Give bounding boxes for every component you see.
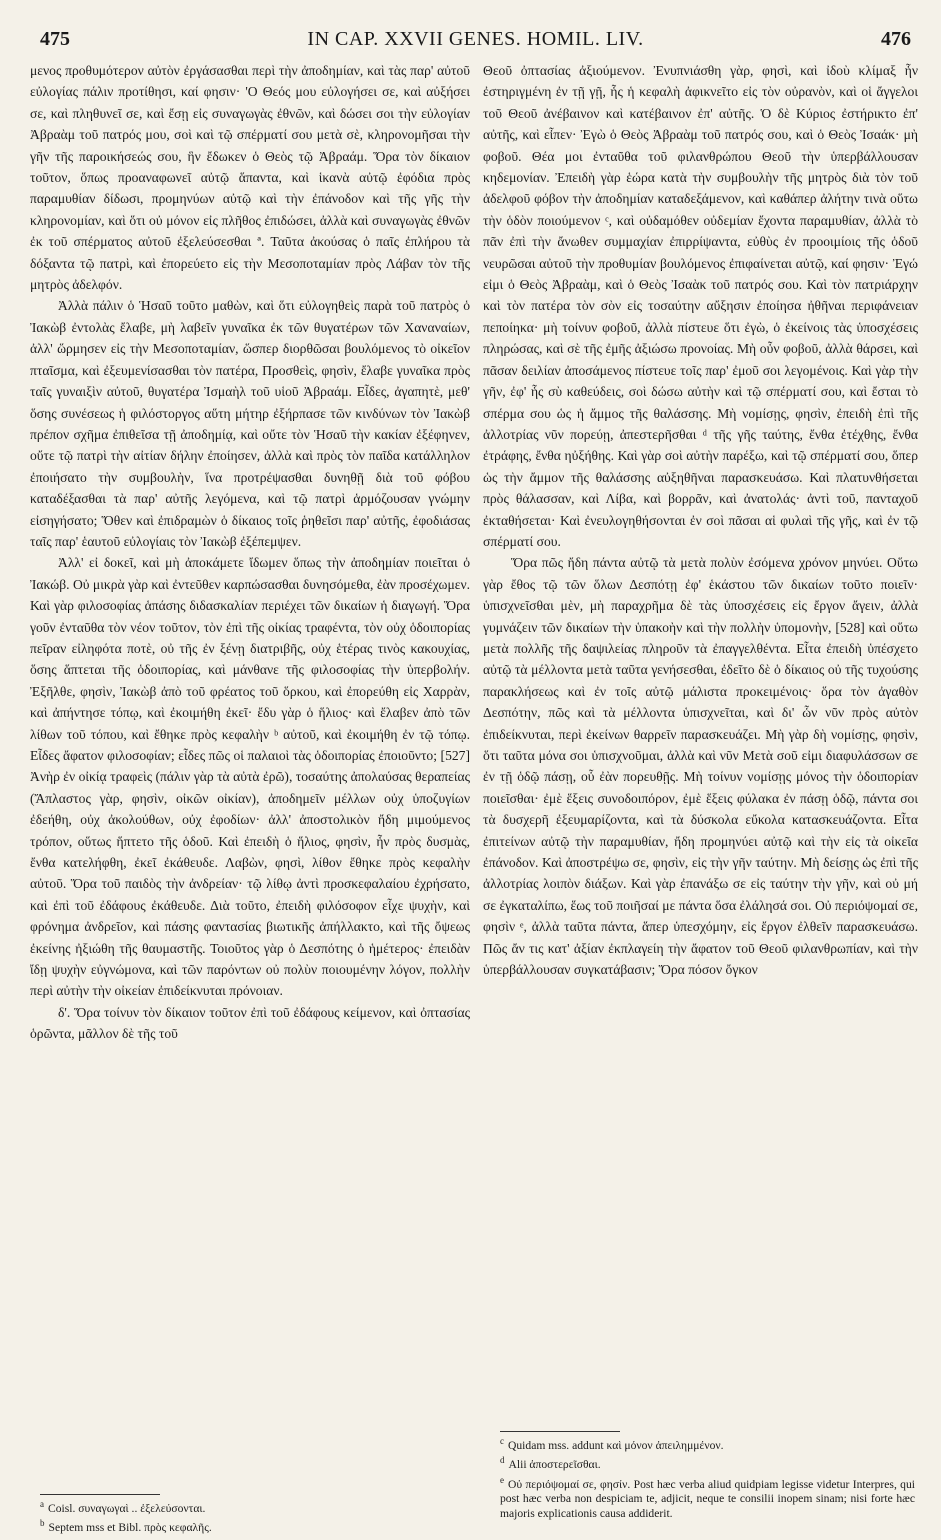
footnote-text: Septem mss et Bibl. πρὸς κεφαλῆς. xyxy=(48,1521,212,1535)
left-paragraph-4: δ'. Ὅρα τοίνυν τὸν δίκαιον τοῦτον ἐπὶ τοῦ ἐδάφους κείμενον, καὶ ὀπτασίας ὁρῶντα, μᾶλλον δὲ τῆς τοῦ xyxy=(30,1004,470,1042)
running-title: IN CAP. XXVII GENES. HOMIL. LIV. xyxy=(307,28,644,50)
footnotes-left xyxy=(40,1497,460,1536)
footnote-text: Coisl. συναγωγαὶ .. ἐξελεύσονται. xyxy=(48,1501,206,1515)
footnote-b xyxy=(40,1516,460,1535)
right-paragraph-2: Ὅρα πῶς ἤδη πάντα αὐτῷ τὰ μετὰ πολὺν ἐσόμενα χρόνον μηνύει. Οὕτω γὰρ ἔθος τῷ τῶν ὅλων Δεσπότῃ ἐφ' ἑκάστου τῶν δικαίων τοῦτο ποιεῖν· ὑπισχνεῖσθαι μὲν, μὴ παραχρῆμα δὲ τὰς ὑποσχέσεις εἰς ἔργον ἄγειν, ἀλλὰ γυμνάζειν τῶν δικαίων τὴν ὑπακοὴν καὶ τὴν πολλὴν ὑπομονὴν, [528] καὶ οὕτω μετὰ πολλῆς τῆς δαψιλείας πληροῦν τὰ ἐπαγγελθέντα. Εἶτα ἐπειδὴ ὑπέσχετο αὐτῷ τὰ μέλλοντα μετὰ ταῦτα γενήσεσθαι, ἐδεῖτο δὲ ὁ δίκαιος οὐ τῆς τυχούσης παρακλήσεως καὶ ἐν τοῖς αὐτῷ μάλιστα προκειμένοις· ὅρα τὸν ἀγαθὸν Δεσπότην, πῶς καὶ τὰ μέλλοντα ὑπισχνεῖται, καὶ δι' ὧν νῦν πρὸς αὐτὸν ἐπιδείκνυται, περὶ ἐκείνων θαρρεῖν παρασκευάζει. Μὴ γὰρ δὴ νομίσῃς, φησὶν, ὅτι ταῦτα μόνα σοι ὑπισχνοῦμαι, ἀλλὰ καὶ νῦν Μετὰ σοῦ εἰμι διαφυλάσσων σε ἐν τῇ ὁδῷ πάσῃ, οὗ ἐὰν πορευθῇς. Μὴ τοίνυν νομίσῃς μόνος τὴν ὁδοιπορίαν ποιεῖσθαι· ἐμὲ ἕξεις συνοδοιπόρον, ἐμὲ ἕξεις φύλακα ἐν πάσῃ ὁδῷ, πάντα σοι τὰ δυσχερῆ ἐξευμαρίζοντα, καὶ τὰ δύσκολα εὔκολα κατασκευάζοντα. Εἶτα ἐπιτείνων αὐτῷ τὴν παραμυθίαν, ἤδη προμηνύει αὐτῷ καὶ τὴν εἰς τὰ οἰκεῖα ἐπάνοδον. Καὶ ἀποστρέψω σε, φησὶν, εἰς τὴν γῆν ταύτην. Μὴ δείσῃς ὡς ἐπὶ τῆς ἀλλοτρίας λοιπὸν διάξων. Καὶ γὰρ ἐπανάξω σε εἰς ταύτην τὴν γῆν, καὶ οὐ μή σε ἐγκαταλίπω, ἕως τοῦ ποιῆσαί με πάντα ὅσα ἐλάλησά σοι. Οὐ περιόψομαί σε, φησὶν ᵉ, ἀλλὰ ταῦτα πάντα, ἅπερ ὑπεσχόμην, εἰς ἔργον ἐλθεῖν παρασκευάσω. Πῶς ἄν τις κατ' ἀξίαν ἐκπλαγείη τὴν ἄφατον τοῦ Θεοῦ φιλανθρωπίαν, καὶ τὴν ὑπερβάλλουσαν συγκατάβασιν; Ὅρα πόσον ὄγκον xyxy=(483,555,918,978)
footnote-mark: d xyxy=(500,1455,505,1466)
footnote-text: Quidam mss. addunt καὶ μόνον ἀπειλημμένον. xyxy=(508,1438,724,1452)
footnote-mark: c xyxy=(500,1436,504,1446)
left-paragraph-1: μενος προθυμότερον αὐτὸν ἐργάσασθαι περὶ τὴν ἀποδημίαν, καὶ τὰς παρ' αὐτοῦ εὐλογίας πάλιν προτίθησι, καί φησιν· 'Ο Θεός μου εὐλογήσει σε, καὶ αὐξήσει σε, καὶ πληθυνεῖ σε, καὶ ἔσῃ εἰς συναγωγὰς ἐθνῶν, καὶ δώσει σοι τὴν εὐλογίαν Ἀβραὰμ τοῦ πατρός μου, σοὶ καὶ τῷ σπέρματί σου μετὰ σὲ, κληρονομῆσαι τὴν γῆν τῆς παροικήσεώς σου, ἣν ἔδωκεν ὁ Θεὸς τῷ Ἀβραάμ. Ὅρα τὸν δίκαιον τοῦτον, ὅπως προαναφωνεῖ αὐτῷ ἅπαντα, καὶ ἱκανὰ αὐτῷ ἐφόδια πρὸς παραμυθίαν δίδωσι, προμηνύων αὐτῷ καὶ τὴν ἐπάνοδον καὶ τῆς γῆς τὴν κληρονομίαν, καὶ ὅτι οὐ μόνον εἰς πλῆθος ἐπιδώσει, ἀλλὰ καὶ συναγωγὰς ἐθνῶν ἐκ τοῦ σπέρματος αὐτοῦ ἐξελεύσεσθαι ª. Ταῦτα ἀκούσας ὁ παῖς ἐπλήρου τὰ δόξαντα τῷ πατρὶ, καὶ ἐπορεύετο εἰς τὴν Μεσοποταμίαν πρὸς Λάβαν τὸν τῆς μητρὸς ἀδελφόν. xyxy=(30,63,470,293)
footnote-a xyxy=(40,1497,460,1516)
left-column xyxy=(30,60,470,1045)
footnotes-right xyxy=(500,1434,915,1521)
footnote-e xyxy=(500,1473,915,1521)
footnote-c xyxy=(500,1434,915,1453)
footnote-text: Alii ἀποστερεῖσθαι. xyxy=(508,1458,601,1472)
page-number-right: 476 xyxy=(881,28,911,50)
footnote-mark: b xyxy=(40,1518,45,1529)
footnote-d xyxy=(500,1453,915,1472)
footnote-rule-right xyxy=(500,1431,620,1432)
running-head xyxy=(40,28,911,54)
left-paragraph-2: Ἀλλὰ πάλιν ὁ Ἡσαῦ τοῦτο μαθὼν, καὶ ὅτι εὐλογηθεὶς παρὰ τοῦ πατρὸς ὁ Ἰακὼβ ἐντολὰς ἔλαβε, μὴ λαβεῖν γυναῖκα ἐκ τῶν θυγατέρων τῶν Χαναναίων, ἀλλ' ὥρμησεν εἰς τὴν Μεσοποταμίαν, ὥσπερ διορθῶσαι βουλόμενος τὸ οἰκεῖον πταῖσμα, καὶ ἐξευμενίσασθαι τὸν πατέρα, Προσθεὶς, φησὶν, ἔλαβε γυναῖκα πρὸς ταῖς γυναιξὶν αὐτοῦ, θυγατέρα Ἰσμαὴλ τοῦ υἱοῦ Ἀβραάμ. Εἶδες, ἀγαπητὲ, μεθ' ὅσης συνέσεως ἡ φιλόστοργος αὕτη μήτηρ ἐξήρπασε τῶν κινδύνων τὸν Ἰακὼβ πρέπον σχῆμα ἐπιθεῖσα τῇ ἀποδημίᾳ, καὶ οὔτε τὸν Ἡσαῦ τὴν κακίαν ἐξέφηνεν, οὔτε τῷ πατρὶ τὴν αἰτίαν δήλην ἐποίησεν, ἀλλὰ καὶ πρὸς τὸν παῖδα κατάλληλον ἐποιήσατο τὴν συμβουλὴν, ἵνα προτρέψασθαι δυνηθῇ διὰ τοῦ φόβου καταδέξασθαι τὰ παρ' αὐτῆς λεγόμενα, καὶ τῷ πατρὶ ἁρμόζουσαν γνώμην εἰσηγήσατο; Ὅθεν καὶ ἐπιδραμὼν ὁ δίκαιος τοῖς ῥηθεῖσι παρ' αὐτῆς, ἐφοδιάσας ταῖς παρ' ἑαυτοῦ εὐλογίαις τὸν Ἰακὼβ ἐξέπεμψεν. xyxy=(30,298,470,549)
footnote-mark: a xyxy=(40,1499,44,1509)
left-paragraph-3: Ἀλλ' εἰ δοκεῖ, καὶ μὴ ἀποκάμετε ἴδωμεν ὅπως τὴν ἀποδημίαν ποιεῖται ὁ Ἰακώβ. Οὐ μικρὰ γὰρ καὶ ἐντεῦθεν καρπώσασθαι δυνησόμεθα, ἐὰν προσέχωμεν. Καὶ γὰρ φιλοσοφίας ἁπάσης διδασκαλίαν περιέχει τῶν δικαίων ἡ διαγωγή. Ὅρα γοῦν ἐνταῦθα τὸν νέον τοῦτον, τὸν ἐπὶ τῆς οἰκίας τραφέντα, τὸν οὐχ ὁδοιπορίας πεῖραν εἰληφότα ποτὲ, οὐ τῆς ἐν ξένῃ διατριβῆς, οὐχ ἑτέρας τινὸς κακουχίας, ὅσης ἅπτεται τῆς ὁδοιπορίας, καὶ μάνθανε τῆς φιλοσοφίας τὴν ὑπερβολήν. Ἐξῆλθε, φησὶν, Ἰακὼβ ἀπὸ τοῦ φρέατος τοῦ ὅρκου, καὶ ἐπορεύθη εἰς Χαρρὰν, καὶ ἀπήντησε τόπῳ, καὶ ἐκοιμήθη ἐκεῖ· ἔδυ γὰρ ὁ ἥλιος· καὶ ἔλαβεν ἀπὸ τῶν λίθων τοῦ τόπου, καὶ ἔθηκε πρὸς κεφαλὴν ᵇ αὐτοῦ, καὶ ἐκοιμήθη ἐν τῷ τόπῳ. Εἶδες ἄφατον φιλοσοφίαν; εἶδες πῶς οἱ παλαιοὶ τὰς ὁδοιπορίας ἐποιοῦντο; [527] Ἀνὴρ ἐν οἰκίᾳ τραφεὶς (πάλιν γὰρ τὰ αὐτὰ ἐρῶ), τοσαύτης ἀπολαύσας θεραπείας (Ἄπλαστος γὰρ, φησὶν, οἰκῶν οἰκίαν), ἀποδημεῖν μέλλων οὐχ ὑποζυγίων ἐδεήθη, οὐχ ἀκολούθων, οὐχ ἐφοδίων· ἀλλ' ἀποστολικὸν ἤδη μιμούμενος τρόπον, οὕτως ἥπτετο τῆς ὁδοῦ. Καὶ ἐπειδὴ ὁ ἥλιος, φησὶν, ἦν πρὸς δυσμὰς, ἔνθα κατελήφθη, ἐκεῖ ἐκάθευδε. Λαβὼν, φησὶ, λίθον ἔθηκε πρὸς κεφαλὴν αὐτοῦ. Ὅρα τοῦ παιδὸς τὴν ἀνδρείαν· τῷ λίθῳ ἀντὶ προσκεφαλαίου ἐχρήσατο, καὶ ἐπὶ τοῦ ἐδάφους ἐκάθευδε. Διὰ τοῦτο, ἐπειδὴ φιλόσοφον εἶχε ψυχὴν, καὶ φρόνημα ἀνδρεῖον, καὶ πάσης φαντασίας βιωτικῆς ἀπήλλακτο, καὶ τῆς ὄψεως ἐκείνης ἠξιώθη τῆς θαυμαστῆς. Τοιοῦτος γὰρ ὁ Δεσπότης ὁ ἡμέτερος· ἐπειδὰν ἴδῃ ψυχὴν εὐγνώμονα, καὶ τῶν παρόντων οὐ πολὺν ποιουμένην λόγον, πολλὴν περὶ αὐτὴν τὴν οἰκείαν ἐπιδείκνυται πρόνοιαν. xyxy=(30,555,470,999)
footnote-mark: e xyxy=(500,1474,504,1485)
footnote-text: Οὐ περιόψομαί σε, φησίν. Post hæc verba aliud quidpiam legisse videtur Interpres, qui post hæc verba non despiciam te, adjicit, neque te consilii inopem sinam; nisi forte hæc majoris explicationis causa addiderit. xyxy=(500,1477,915,1520)
right-column xyxy=(483,60,918,980)
page-number-left: 475 xyxy=(40,28,70,50)
right-paragraph-1: Θεοῦ ὀπτασίας ἀξιούμενον. Ἐνυπνιάσθη γὰρ, φησὶ, καὶ ἰδοὺ κλίμαξ ἦν ἐστηριγμένη ἐν τῇ γῇ, ἧς ἡ κεφαλὴ ἀφικνεῖτο εἰς τὸν οὐρανὸν, καὶ οἱ ἄγγελοι τοῦ Θεοῦ ἀνέβαινον καὶ κατέβαινον ἐπ' αὐτῆς. Ὁ δὲ Κύριος ἐστήρικτο ἐπ' αὐτῆς, καὶ εἶπεν· Ἐγὼ ὁ Θεὸς Ἀβραὰμ τοῦ πατρός σου, καὶ ὁ Θεὸς Ἰσαάκ· μὴ φοβοῦ. Θέα μοι ἐνταῦθα τοῦ φιλανθρώπου Θεοῦ τὴν ὑπερβάλλουσαν κηδεμονίαν. Ἐπειδὴ γὰρ ἑώρα κατὰ τὴν συμβουλὴν τῆς μητρὸς διὰ τὸν τοῦ ἀδελφοῦ φόβον τὴν ἀποδημίαν καταδεξάμενον, καὶ καθάπερ ἀλήτην τινὰ οὕτω τὴν ὁδὸν ποιούμενον ᶜ, καὶ οὐδαμόθεν οὐδεμίαν ἔχοντα παραμυθίαν, ἀλλὰ τὸ πᾶν ἐπὶ τὴν ἄνωθεν συμμαχίαν ἐπιρρίψαντα, εὐθὺς ἐν προοιμίοις τῆς ὁδοῦ νευρῶσαι αὐτοῦ τὴν προθυμίαν βουλόμενος ἐπιφαίνεται αὐτῷ, καί φησιν· Ἐγώ εἰμι ὁ Θεὸς Ἀβραὰμ, καὶ ὁ Θεὸς Ἰσαὰκ τοῦ πατρός σου. Καὶ τὸν πατριάρχην καὶ τὸν πατέρα τὸν σὸν εἰς τοσαύτην αὔξησιν ἐποίησα ἠθῆναι περιφάνειαν πεποίηκα· μὴ τοίνυν φοβοῦ, ἀλλὰ πίστευε ὅτι ἐγὼ, ὁ ἐκείνοις τὰς ὑποσχέσεις πληρώσας, καὶ σὲ τῆς ἐμῆς ἀξιώσω προνοίας. Μὴ οὖν φοβοῦ, ἀλλὰ θάρσει, καὶ πᾶσαν δειλίαν ἀποσάμενος πίστευε τοῖς παρ' ἐμοῦ σοι λεγομένοις. Καὶ γὰρ τὴν γῆν, ἐφ' ἧς σὺ καθεύδεις, σοὶ δώσω αὐτὴν καὶ τῷ σπέρματί σου, καὶ ἔσται τὸ σπέρμα σου ὡς ἡ ἄμμος τῆς θαλάσσης. Μὴ νομίσῃς, φησὶν, ἐπειδὴ ἐπὶ τῆς ἀλλοτρίας νῦν πορεύῃ, ἀπεστερῆσθαι ᵈ τῆς γῆς ταύτης, ἔνθα ἐτέχθης, ἔνθα ἐτράφης, ἔνθα ηὐξήθης. Καὶ γὰρ σοὶ αὐτὴν παρέξω, καὶ τῷ σπέρματί σου, ὅπερ ὡς τὴν ἄμμον τῆς θαλάσσης αὐξηθῆναι παρασκευάσω. Καὶ πλατυνθήσεται πρὸς θάλασσαν, καὶ Λίβα, καὶ βορρᾶν, καὶ ἀνατολάς· ἀντὶ τοῦ, πανταχοῦ ἐκταθήσεται· Καὶ ἐνευλογηθήσονται ἐν σοὶ πᾶσαι αἱ φυλαὶ τῆς γῆς, καὶ ἐν τῷ σπέρματί σου. xyxy=(483,63,918,549)
footnote-rule-left xyxy=(40,1494,160,1495)
